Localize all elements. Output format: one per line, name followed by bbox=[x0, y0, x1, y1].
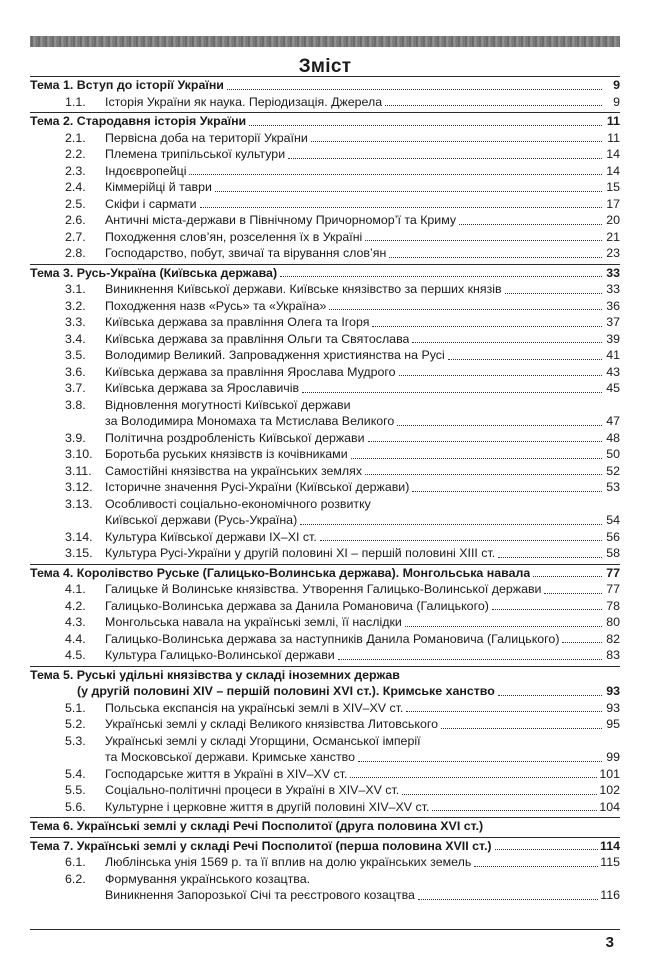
toc-topic-heading-continuation[interactable] bbox=[30, 683, 620, 700]
entry-title: Київська держава за Ярославичів bbox=[105, 381, 300, 395]
dot-leader bbox=[505, 293, 602, 294]
toc-entry[interactable] bbox=[30, 245, 620, 262]
dot-leader bbox=[402, 794, 597, 795]
entry-page: 77 bbox=[606, 582, 620, 596]
entry-number: 4.5. bbox=[65, 648, 86, 662]
entry-title: Історичне значення Русі-України (Київської держави) bbox=[105, 480, 410, 494]
dot-leader bbox=[397, 425, 602, 426]
toc-entry[interactable] bbox=[30, 179, 620, 196]
toc-entry[interactable] bbox=[30, 598, 620, 615]
entry-page: 39 bbox=[606, 331, 620, 346]
entry-title: Скіфи і сармати bbox=[105, 196, 197, 211]
entry-number: 5.3. bbox=[65, 733, 86, 748]
entry-title: Галицько-Волинська держава за Данила Романовича (Галицького) bbox=[105, 598, 489, 613]
page-number: 3 bbox=[605, 934, 614, 951]
toc-topic-heading[interactable] bbox=[30, 838, 620, 855]
entry-number: 2.7. bbox=[65, 229, 86, 244]
entry-number: 3.8. bbox=[65, 397, 86, 412]
entry-page: 101 bbox=[599, 766, 620, 781]
toc-entry[interactable] bbox=[30, 446, 620, 463]
dot-leader bbox=[459, 224, 602, 225]
toc-entry[interactable] bbox=[30, 397, 620, 414]
toc-entry[interactable] bbox=[30, 733, 620, 750]
entry-page: 14 bbox=[606, 147, 620, 161]
toc-entry-continuation[interactable] bbox=[30, 512, 620, 529]
dot-leader bbox=[389, 257, 602, 258]
entry-page: 33 bbox=[606, 282, 620, 296]
toc-entry[interactable] bbox=[30, 94, 620, 111]
topic-page: 9 bbox=[613, 78, 620, 92]
entry-title-continuation: Київської держави (Русь-Україна) bbox=[105, 513, 298, 527]
entry-page: 52 bbox=[606, 463, 620, 478]
dot-leader bbox=[227, 89, 602, 90]
entry-number: 3.10. bbox=[65, 447, 93, 461]
toc-entry[interactable] bbox=[30, 782, 620, 799]
toc-topic-block bbox=[30, 817, 620, 835]
entry-number: 3.7. bbox=[65, 381, 86, 395]
toc-entry[interactable] bbox=[30, 130, 620, 147]
entry-number: 2.2. bbox=[65, 147, 86, 161]
entry-number: 5.5. bbox=[65, 783, 86, 797]
dot-leader bbox=[441, 728, 602, 729]
topic-title: Тема 4. Королівство Руське (Галицько-Волинська держава). Монгольська навала bbox=[30, 565, 531, 580]
entry-page: 9 bbox=[613, 94, 620, 109]
entry-page: 17 bbox=[606, 196, 620, 211]
dot-leader bbox=[498, 557, 602, 558]
toc-entry[interactable] bbox=[30, 871, 620, 888]
toc-entry[interactable] bbox=[30, 529, 620, 546]
entry-page: 14 bbox=[606, 163, 620, 178]
entry-page: 93 bbox=[606, 700, 620, 715]
entry-number: 3.15. bbox=[65, 546, 93, 560]
toc-entry[interactable] bbox=[30, 163, 620, 180]
dot-leader bbox=[320, 540, 602, 541]
table-of-contents bbox=[30, 76, 620, 904]
toc-entry[interactable] bbox=[30, 229, 620, 246]
entry-page: 48 bbox=[606, 430, 620, 445]
entry-title: Київська держава за правління Олега та Ігоря bbox=[105, 315, 370, 329]
entry-number: 3.2. bbox=[65, 298, 86, 313]
toc-topic-heading[interactable] bbox=[30, 818, 620, 835]
entry-title: Історія України як наука. Періодизація. Джерела bbox=[105, 94, 383, 109]
dot-leader bbox=[385, 105, 602, 106]
dot-leader bbox=[498, 695, 602, 696]
entry-page: 43 bbox=[606, 364, 620, 379]
toc-entry[interactable] bbox=[30, 281, 620, 298]
entry-page: 78 bbox=[606, 598, 620, 613]
entry-page: 21 bbox=[606, 229, 620, 244]
entry-page: 11 bbox=[607, 130, 620, 145]
dot-leader bbox=[368, 441, 602, 442]
entry-page: 20 bbox=[606, 213, 620, 227]
entry-title: Володимир Великий. Запровадження християнства на Русі bbox=[105, 348, 445, 362]
entry-page: 82 bbox=[606, 631, 620, 646]
entry-title: Політична роздробленість Київської держави bbox=[105, 430, 365, 445]
entry-number: 3.12. bbox=[65, 480, 93, 494]
entry-title: Українські землі у складі Великого князівства Литовського bbox=[105, 717, 438, 731]
entry-number: 5.4. bbox=[65, 766, 86, 781]
toc-entry[interactable] bbox=[30, 614, 620, 631]
dot-leader bbox=[406, 711, 602, 712]
toc-entry[interactable] bbox=[30, 196, 620, 213]
topic-page: 11 bbox=[606, 114, 620, 128]
dot-leader bbox=[492, 609, 602, 610]
entry-title: Київська держава за правління Ольги та Святослава bbox=[105, 331, 410, 346]
page-title: Зміст bbox=[298, 56, 352, 77]
entry-title-continuation: та Московської держави. Кримське ханство bbox=[105, 750, 355, 764]
entry-title: Соціально-політичні процеси в Україні в XIV–XV ст. bbox=[105, 783, 400, 797]
entry-title: Індоєвропейці bbox=[105, 163, 187, 178]
dot-leader bbox=[200, 207, 602, 208]
entry-page: 54 bbox=[606, 513, 620, 527]
toc-topic-block bbox=[30, 666, 620, 816]
entry-number: 3.6. bbox=[65, 364, 86, 379]
dot-leader bbox=[405, 626, 602, 627]
entry-page: 99 bbox=[606, 750, 620, 764]
entry-title: Формування українського козацтва. bbox=[105, 871, 311, 886]
entry-title: Первісна доба на території України bbox=[105, 130, 308, 145]
toc-entry[interactable] bbox=[30, 716, 620, 733]
entry-title: Культура Київської держави IX–XI ст. bbox=[105, 529, 317, 544]
entry-number: 4.1. bbox=[65, 582, 86, 596]
topic-page: 77 bbox=[606, 565, 620, 580]
entry-number: 5.6. bbox=[65, 799, 86, 814]
entry-title: Культура Галицько-Волинської держави bbox=[105, 648, 335, 662]
toc-topic-block bbox=[30, 112, 620, 262]
topic-page: 93 bbox=[606, 684, 620, 698]
dot-leader bbox=[372, 326, 602, 327]
entry-page: 115 bbox=[600, 855, 620, 869]
entry-number: 2.5. bbox=[65, 196, 86, 211]
topic-title: Тема 7. Українські землі у складі Речі Посполитої (перша половина XVII ст.) bbox=[30, 838, 492, 853]
toc-entry[interactable] bbox=[30, 545, 620, 562]
toc-entry[interactable] bbox=[30, 631, 620, 648]
dot-leader bbox=[249, 125, 602, 126]
entry-title: Польська експансія на українські землі в XIV–XV ст. bbox=[105, 700, 404, 715]
entry-number: 5.2. bbox=[65, 717, 86, 731]
entry-page: 104 bbox=[599, 799, 620, 814]
entry-title: Походження назв «Русь» та «Україна» bbox=[105, 298, 327, 313]
dot-leader bbox=[562, 642, 602, 643]
entry-number: 2.3. bbox=[65, 163, 86, 178]
entry-number: 6.1. bbox=[65, 855, 86, 869]
entry-title: Культура Русі-України у другій половині XI – першій половині XIII ст. bbox=[105, 546, 496, 560]
entry-page: 83 bbox=[606, 648, 620, 662]
entry-title: Кіммерійці й таври bbox=[105, 180, 212, 194]
entry-number: 3.4. bbox=[65, 331, 86, 346]
dot-leader bbox=[350, 777, 597, 778]
entry-page: 15 bbox=[606, 180, 620, 194]
entry-number: 2.1. bbox=[65, 130, 86, 145]
entry-number: 5.1. bbox=[65, 700, 86, 715]
toc-entry[interactable] bbox=[30, 212, 620, 229]
entry-title: Галицьке й Волинське князівства. Утворення Галицько-Волинської держави bbox=[105, 582, 542, 596]
dot-leader bbox=[533, 576, 602, 577]
entry-page: 56 bbox=[606, 529, 620, 544]
entry-page: 37 bbox=[606, 315, 620, 329]
dot-leader bbox=[432, 810, 597, 811]
toc-entry[interactable] bbox=[30, 364, 620, 381]
topic-title: Тема 3. Русь-Україна (Київська держава) bbox=[30, 265, 278, 280]
toc-entry[interactable] bbox=[30, 647, 620, 664]
entry-page: 47 bbox=[606, 414, 620, 428]
dot-leader bbox=[338, 659, 602, 660]
dot-leader bbox=[189, 174, 602, 175]
dot-leader bbox=[311, 141, 602, 142]
toc-topic-heading[interactable] bbox=[30, 565, 620, 582]
entry-number: 3.13. bbox=[65, 496, 93, 511]
entry-page: 116 bbox=[600, 888, 620, 902]
topic-title-continuation: (у другій половині XIV – першій половині XVI ст.). Кримське ханство bbox=[77, 684, 495, 698]
toc-entry[interactable] bbox=[30, 430, 620, 447]
entry-title: Культурне і церковне життя в другій половині XIV–XV ст. bbox=[105, 799, 430, 814]
toc-entry-continuation[interactable] bbox=[30, 749, 620, 766]
toc-topic-heading[interactable] bbox=[30, 77, 620, 94]
entry-title: Племена трипільської культури bbox=[105, 147, 286, 161]
entry-number: 2.6. bbox=[65, 213, 86, 227]
entry-number: 4.3. bbox=[65, 615, 86, 629]
dot-leader bbox=[288, 158, 602, 159]
toc-entry[interactable] bbox=[30, 766, 620, 783]
entry-title: Господарське життя в Україні в XIV–XV ст. bbox=[105, 766, 348, 781]
dot-leader bbox=[300, 524, 602, 525]
entry-number: 6.2. bbox=[65, 871, 86, 886]
toc-entry-continuation[interactable] bbox=[30, 887, 620, 904]
entry-title: Походження слов’ян, розселення їх в Україні bbox=[105, 229, 363, 244]
entry-page: 36 bbox=[606, 298, 620, 313]
toc-entry[interactable] bbox=[30, 347, 620, 364]
toc-topic-block bbox=[30, 564, 620, 664]
entry-title: Київська держава за правління Ярослава Мудрого bbox=[105, 364, 396, 379]
dot-leader bbox=[399, 375, 602, 376]
entry-title: Господарство, побут, звичаї та вірування слов’ян bbox=[105, 246, 387, 260]
entry-number: 3.14. bbox=[65, 529, 93, 544]
entry-title: Самостійні князівства на українських землях bbox=[105, 463, 363, 478]
dot-leader bbox=[215, 191, 602, 192]
entry-title: Античні міста-держави в Північному Причорномор’ї та Криму bbox=[105, 213, 457, 227]
dot-leader bbox=[365, 240, 602, 241]
entry-page: 80 bbox=[606, 615, 620, 629]
toc-entry[interactable] bbox=[30, 799, 620, 816]
entry-page: 53 bbox=[606, 480, 620, 494]
toc-topic-block bbox=[30, 264, 620, 562]
entry-number: 2.8. bbox=[65, 246, 86, 260]
entry-number: 3.11. bbox=[65, 463, 92, 478]
dot-leader bbox=[351, 458, 602, 459]
toc-entry[interactable] bbox=[30, 463, 620, 480]
entry-number: 4.4. bbox=[65, 631, 86, 646]
dot-leader bbox=[412, 491, 602, 492]
dot-leader bbox=[365, 474, 602, 475]
toc-entry[interactable] bbox=[30, 380, 620, 397]
dot-leader bbox=[412, 342, 602, 343]
entry-title: Українські землі у складі Угорщини, Османської імперії bbox=[105, 733, 421, 748]
topic-page: 33 bbox=[606, 265, 620, 280]
dot-leader bbox=[418, 899, 598, 900]
topic-title: Тема 2. Стародавня історія України bbox=[30, 114, 247, 128]
toc-entry[interactable] bbox=[30, 331, 620, 348]
dot-leader bbox=[329, 309, 602, 310]
toc-entry[interactable] bbox=[30, 854, 620, 871]
toc-topic-heading[interactable] bbox=[30, 667, 620, 684]
toc-entry[interactable] bbox=[30, 298, 620, 315]
decorative-header-bar bbox=[30, 36, 620, 47]
entry-title: Боротьба руських князівств із кочівниками bbox=[105, 447, 348, 461]
entry-title: Люблінська унія 1569 р. та її вплив на долю українських земель bbox=[105, 855, 472, 869]
dot-leader bbox=[474, 866, 598, 867]
entry-page: 58 bbox=[606, 546, 620, 560]
toc-topic-block bbox=[30, 837, 620, 904]
toc-topic-block bbox=[30, 76, 620, 110]
entry-title: Галицько-Волинська держава за наступників Данила Романовича (Галицького) bbox=[105, 631, 560, 646]
dot-leader bbox=[358, 761, 602, 762]
dot-leader bbox=[544, 593, 602, 594]
entry-title: Відновлення могутності Київської держави bbox=[105, 397, 351, 412]
toc-entry[interactable] bbox=[30, 700, 620, 717]
topic-page: 114 bbox=[600, 838, 620, 853]
topic-title: Тема 6. Українські землі у складі Речі Посполитої (друга половина XVI ст.) bbox=[30, 819, 484, 833]
topic-title: Тема 5. Руські удільні князівства у складі іноземних держав bbox=[30, 667, 400, 682]
entry-page: 102 bbox=[599, 783, 620, 797]
entry-title-continuation: Виникнення Запорозької Січі та реєстрового козацтва bbox=[105, 888, 415, 902]
toc-entry[interactable] bbox=[30, 496, 620, 513]
entry-number: 3.5. bbox=[65, 348, 86, 362]
dot-leader bbox=[495, 849, 598, 850]
bottom-rule bbox=[30, 929, 620, 930]
toc-topic-heading[interactable] bbox=[30, 113, 620, 130]
entry-number: 4.2. bbox=[65, 598, 86, 613]
entry-page: 23 bbox=[606, 246, 620, 260]
entry-number: 3.1. bbox=[65, 282, 86, 296]
entry-title: Виникнення Київської держави. Київське князівство за перших князів bbox=[105, 282, 502, 296]
toc-entry[interactable] bbox=[30, 479, 620, 496]
dot-leader bbox=[280, 276, 602, 277]
entry-page: 45 bbox=[606, 381, 620, 395]
entry-number: 1.1. bbox=[65, 94, 86, 109]
toc-entry[interactable] bbox=[30, 581, 620, 598]
entry-number: 2.4. bbox=[65, 180, 86, 194]
entry-number: 3.3. bbox=[65, 315, 86, 329]
entry-title-continuation: за Володимира Мономаха та Мстислава Великого bbox=[105, 414, 395, 428]
toc-topic-heading[interactable] bbox=[30, 265, 620, 282]
topic-title: Тема 1. Вступ до історії України bbox=[30, 78, 224, 92]
toc-entry-continuation[interactable] bbox=[30, 413, 620, 430]
entry-title: Особливості соціально-економічного розвитку bbox=[105, 496, 371, 511]
entry-page: 41 bbox=[606, 348, 620, 362]
toc-entry[interactable] bbox=[30, 146, 620, 163]
entry-title: Монгольська навала на українські землі, її наслідки bbox=[105, 615, 402, 629]
dot-leader bbox=[448, 359, 602, 360]
entry-page: 50 bbox=[606, 447, 620, 461]
entry-page: 95 bbox=[606, 717, 620, 731]
toc-entry[interactable] bbox=[30, 314, 620, 331]
entry-number: 3.9. bbox=[65, 430, 86, 445]
dot-leader bbox=[302, 392, 602, 393]
